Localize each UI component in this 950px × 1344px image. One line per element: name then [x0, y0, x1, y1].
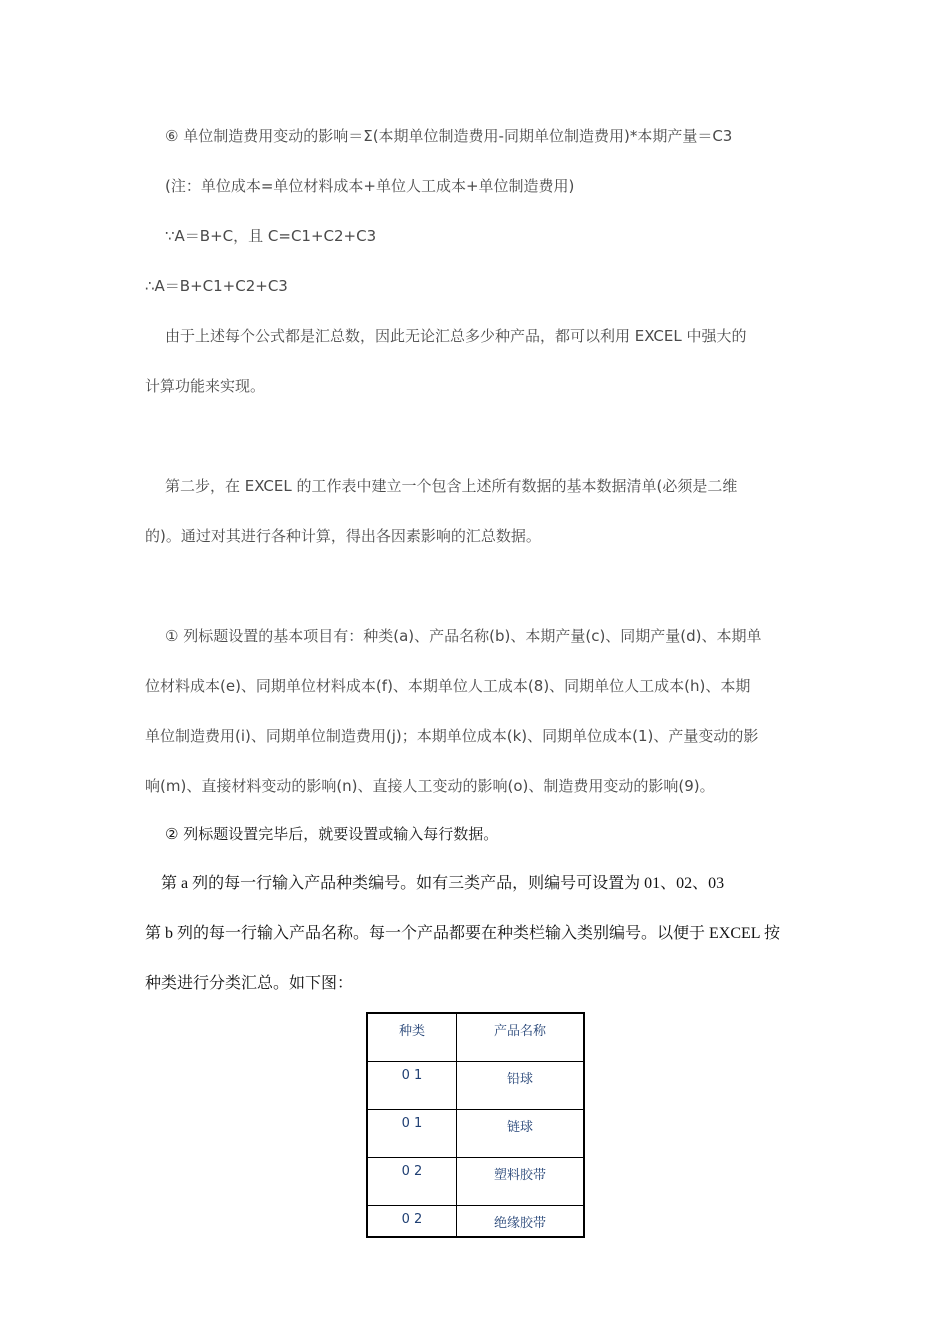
cell-category: 0 1	[367, 1062, 457, 1110]
table-row	[367, 1158, 584, 1206]
paragraph-rows-intro: ② 列标题设置完毕后，就要设置或输入每行数据。	[165, 825, 499, 843]
paragraph-step2-line1: 第二步，在 EXCEL 的工作表中建立一个包含上述所有数据的基本数据清单(必须是二维	[165, 477, 738, 495]
paragraph-summary-line2: 计算功能来实现。	[145, 377, 266, 395]
formula-c3: ⑥ 单位制造费用变动的影响＝Σ(本期单位制造费用-同期单位制造费用)*本期产量＝C3	[165, 127, 733, 145]
cell-product-name: 铅球	[457, 1062, 585, 1110]
therefore-line: ∴A＝B+C1+C2+C3	[145, 277, 288, 295]
product-category-table	[366, 1012, 585, 1238]
table-row	[367, 1206, 584, 1238]
paragraph-column-b-line2: 种类进行分类汇总。如下图：	[145, 975, 354, 992]
table-row	[367, 1110, 584, 1158]
note-unit-cost: (注：单位成本=单位材料成本+单位人工成本+单位制造费用)	[165, 177, 575, 195]
cell-product-name: 塑料胶带	[457, 1158, 585, 1206]
table-header-row	[367, 1013, 584, 1062]
cell-category: 0 2	[367, 1158, 457, 1206]
header-category: 种类	[367, 1013, 457, 1062]
table-row	[367, 1062, 584, 1110]
paragraph-columns-line4: 响(m)、直接材料变动的影响(n)、直接人工变动的影响(o)、制造费用变动的影响(9)。	[145, 777, 715, 795]
paragraph-summary-line1: 由于上述每个公式都是汇总数，因此无论汇总多少种产品，都可以利用 EXCEL 中强大的	[165, 327, 747, 345]
paragraph-column-b-line1: 第 b 列的每一行输入产品名称。每一个产品都要在种类栏输入类别编号。以便于 EXCEL 按	[145, 925, 780, 942]
paragraph-columns-line2: 位材料成本(e)、同期单位材料成本(f)、本期单位人工成本(8)、同期单位人工成本(h)、本期	[145, 677, 751, 695]
cell-category: 0 1	[367, 1110, 457, 1158]
cell-product-name: 绝缘胶带	[457, 1206, 585, 1238]
paragraph-column-a: 第 a 列的每一行输入产品种类编号。如有三类产品，则编号可设置为 01、02、03	[161, 875, 725, 892]
cell-category: 0 2	[367, 1206, 457, 1238]
paragraph-columns-line3: 单位制造费用(i)、同期单位制造费用(j)；本期单位成本(k)、同期单位成本(1)、产量变动的影	[145, 727, 759, 745]
header-product-name: 产品名称	[457, 1013, 585, 1062]
cell-product-name: 链球	[457, 1110, 585, 1158]
paragraph-columns-line1: ① 列标题设置的基本项目有：种类(a)、产品名称(b)、本期产量(c)、同期产量(d)、本期单	[165, 627, 762, 645]
paragraph-step2-line2: 的)。通过对其进行各种计算，得出各因素影响的汇总数据。	[145, 527, 541, 545]
because-line: ∵A＝B+C，且 C=C1+C2+C3	[165, 227, 377, 245]
